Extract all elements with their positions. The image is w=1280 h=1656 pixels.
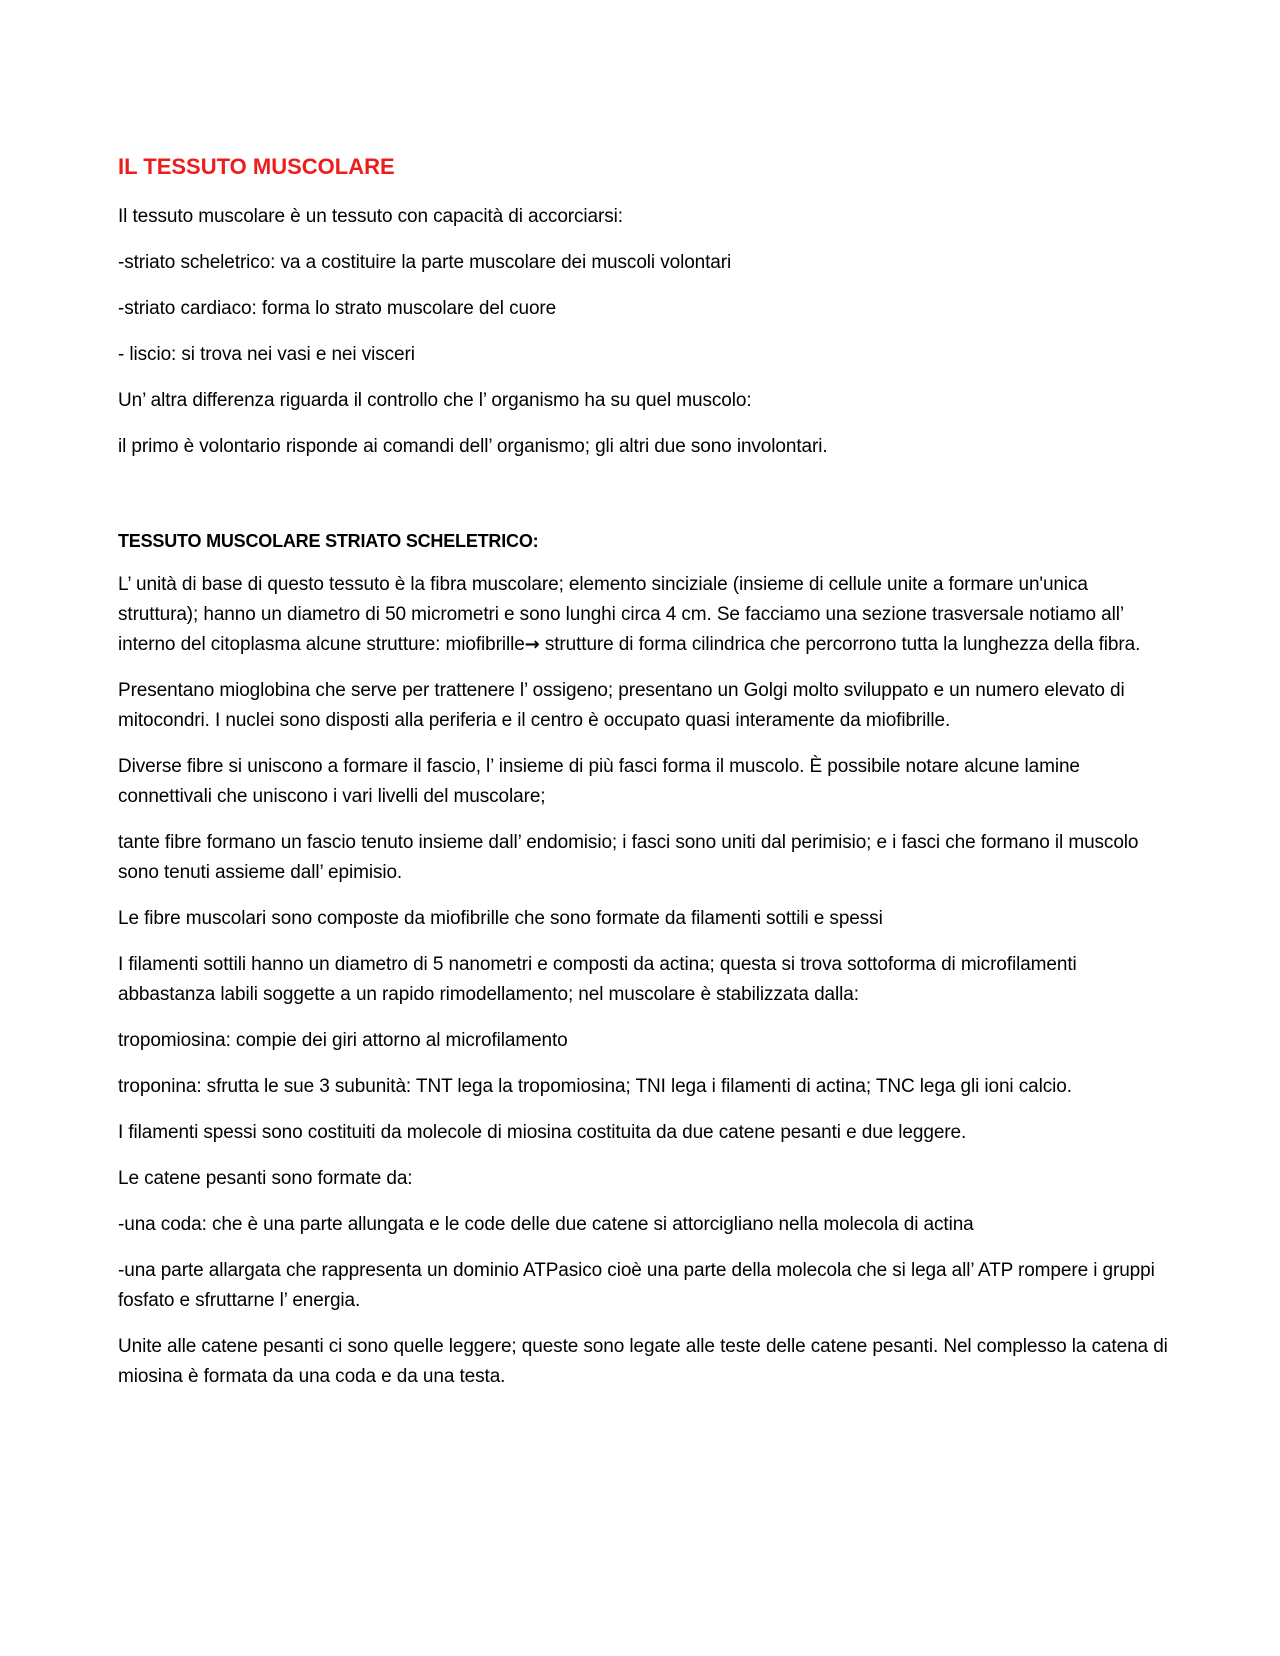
right-arrow-icon: → xyxy=(524,634,540,655)
document-title: IL TESSUTO MUSCOLARE xyxy=(118,154,395,179)
body-list-item: -una coda: che è una parte allungata e le code delle due catene si attorcigliano nella molecola di actina xyxy=(118,1214,974,1235)
section-title: TESSUTO MUSCOLARE STRIATO SCHELETRICO: xyxy=(118,531,539,551)
body-paragraph: Le fibre muscolari sono composte da miofibrille che sono formate da filamenti sottili e spessi xyxy=(118,908,883,929)
intro-list-item: - liscio: si trova nei vasi e nei visceri xyxy=(118,344,415,365)
intro-list-item: -striato scheletrico: va a costituire la parte muscolare dei muscoli volontari xyxy=(118,252,732,273)
body-paragraph xyxy=(118,570,1168,660)
intro-paragraph: Un’ altra differenza riguarda il controllo che l’ organismo ha su quel muscolo: xyxy=(118,390,752,411)
paragraph-text: L’ unità di base di questo tessuto è la fibra muscolare; elemento sinciziale (insieme di cellule unite a formare un'unica struttura); hanno un diametro di 50 micrometri e sono lunghi circa 4 cm. Se facciamo una sezione trasversale notiamo all’ interno del citoplasma alcune strutture: miofibrille xyxy=(118,574,1124,655)
body-paragraph: Diverse fibre si uniscono a formare il fascio, l’ insieme di più fasci forma il muscolo. È possibile notare alcune lamine connettivali che uniscono i vari livelli del muscolare; xyxy=(118,756,1080,807)
document-page xyxy=(118,150,1168,1408)
intro-list-item: -striato cardiaco: forma lo strato muscolare del cuore xyxy=(118,298,557,319)
body-list-item: -una parte allargata che rappresenta un dominio ATPasico cioè una parte della molecola che si lega all’ ATP rompere i gruppi fosfato e sfruttarne l’ energia. xyxy=(118,1260,1155,1311)
body-paragraph: tante fibre formano un fascio tenuto insieme dall’ endomisio; i fasci sono uniti dal perimisio; e i fasci che formano il muscolo sono tenuti assieme dall’ epimisio. xyxy=(118,832,1139,883)
body-paragraph: Le catene pesanti sono formate da: xyxy=(118,1168,413,1189)
body-paragraph: I filamenti sottili hanno un diametro di 5 nanometri e composti da actina; questa si trova sottoforma di microfilamenti abbastanza labili soggette a un rapido rimodellamento; nel muscolare è stabilizzata dalla: xyxy=(118,954,1077,1005)
body-paragraph: Unite alle catene pesanti ci sono quelle leggere; queste sono legate alle teste delle catene pesanti. Nel complesso la catena di miosina è formata da una coda e da una testa. xyxy=(118,1336,1168,1387)
paragraph-text: strutture di forma cilindrica che percorrono tutta la lunghezza della fibra. xyxy=(539,634,1141,655)
body-paragraph: tropomiosina: compie dei giri attorno al microfilamento xyxy=(118,1030,568,1051)
body-paragraph: troponina: sfrutta le sue 3 subunità: TNT lega la tropomiosina; TNI lega i filamenti di actina; TNC lega gli ioni calcio. xyxy=(118,1076,1072,1097)
body-paragraph: I filamenti spessi sono costituiti da molecole di miosina costituita da due catene pesanti e due leggere. xyxy=(118,1122,967,1143)
intro-paragraph: il primo è volontario risponde ai comandi dell’ organismo; gli altri due sono involontari. xyxy=(118,436,828,457)
intro-paragraph: Il tessuto muscolare è un tessuto con capacità di accorciarsi: xyxy=(118,206,623,227)
body-paragraph: Presentano mioglobina che serve per trattenere l’ ossigeno; presentano un Golgi molto sviluppato e un numero elevato di mitocondri. I nuclei sono disposti alla periferia e il centro è occupato quasi interamente da miofibrille. xyxy=(118,680,1125,731)
